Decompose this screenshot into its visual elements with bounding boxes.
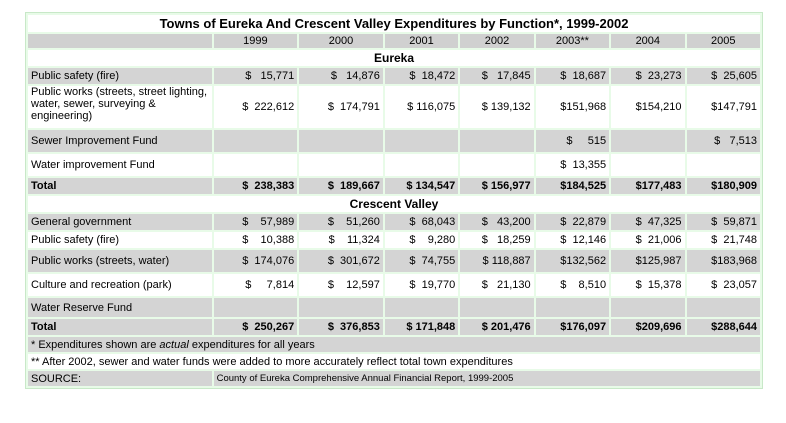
value-cell: $ 47,325	[611, 214, 684, 230]
row-label: General government	[28, 214, 212, 230]
row-label: Sewer Improvement Fund	[28, 130, 212, 152]
value-cell	[687, 298, 760, 317]
value-cell: $ 14,876	[299, 68, 383, 84]
value-cell: $ 15,771	[214, 68, 298, 84]
value-cell: $ 139,132	[460, 86, 533, 128]
total-value-cell: $177,483	[611, 178, 684, 194]
value-cell: $ 10,388	[214, 232, 298, 248]
total-value-cell: $209,696	[611, 319, 684, 335]
value-cell: $ 222,612	[214, 86, 298, 128]
table-row	[28, 298, 760, 317]
value-cell: $ 7,513	[687, 130, 760, 152]
value-cell: $ 12,146	[536, 232, 609, 248]
value-cell: $ 19,770	[385, 274, 458, 296]
value-cell	[299, 130, 383, 152]
total-row	[28, 178, 760, 194]
total-value-cell: $288,644	[687, 319, 760, 335]
value-cell: $ 57,989	[214, 214, 298, 230]
footnote-funds: ** After 2002, sewer and water funds were added to more accurately reflect total town expenditures	[28, 354, 760, 369]
year-header-cell: 2005	[687, 34, 760, 48]
value-cell: $132,562	[536, 250, 609, 272]
value-cell	[611, 154, 684, 176]
row-label: Culture and recreation (park)	[28, 274, 212, 296]
total-value-cell: $ 171,848	[385, 319, 458, 335]
value-cell: $ 68,043	[385, 214, 458, 230]
total-value-cell: $ 189,667	[299, 178, 383, 194]
row-label: Water improvement Fund	[28, 154, 212, 176]
row-label: Public works (streets, street lighting, water, sewer, surveying & engineering)	[28, 86, 212, 128]
total-value-cell: $ 376,853	[299, 319, 383, 335]
table-row	[28, 86, 760, 128]
row-label: Public safety (fire)	[28, 68, 212, 84]
year-header-cell: 2004	[611, 34, 684, 48]
year-header-cell: 2003**	[536, 34, 609, 48]
section-crescent-valley: Crescent Valley	[28, 196, 760, 212]
footnote-actual	[28, 337, 760, 352]
value-cell	[611, 298, 684, 317]
value-cell	[299, 154, 383, 176]
total-value-cell: $184,525	[536, 178, 609, 194]
value-cell	[214, 154, 298, 176]
table-title: Towns of Eureka And Crescent Valley Expenditures by Function*, 1999-2002	[28, 15, 760, 32]
footnote-actual-prefix: * Expenditures shown are	[31, 338, 160, 351]
value-cell	[299, 298, 383, 317]
table-row	[28, 130, 760, 152]
value-cell: $ 74,755	[385, 250, 458, 272]
table-row	[28, 154, 760, 176]
value-cell	[460, 130, 533, 152]
footnote-actual-italic: actual	[159, 338, 189, 351]
row-label: Water Reserve Fund	[28, 298, 212, 317]
value-cell: $ 22,879	[536, 214, 609, 230]
value-cell: $ 11,324	[299, 232, 383, 248]
value-cell	[385, 154, 458, 176]
year-header-cell: 2000	[299, 34, 383, 48]
value-cell: $ 7,814	[214, 274, 298, 296]
table-row	[28, 232, 760, 248]
value-cell: $ 23,273	[611, 68, 684, 84]
value-cell: $ 12,597	[299, 274, 383, 296]
total-value-cell: $ 134,547	[385, 178, 458, 194]
table-body	[28, 15, 760, 386]
year-header-cell: 2001	[385, 34, 458, 48]
value-cell: $ 59,871	[687, 214, 760, 230]
value-cell: $ 43,200	[460, 214, 533, 230]
value-cell	[385, 298, 458, 317]
value-cell: $ 17,845	[460, 68, 533, 84]
value-cell: $ 301,672	[299, 250, 383, 272]
table-row	[28, 68, 760, 84]
value-cell: $ 9,280	[385, 232, 458, 248]
value-cell	[687, 154, 760, 176]
value-cell: $ 15,378	[611, 274, 684, 296]
total-value-cell: $ 238,383	[214, 178, 298, 194]
value-cell: $ 174,791	[299, 86, 383, 128]
total-row	[28, 319, 760, 335]
year-header-cell: 1999	[214, 34, 298, 48]
value-cell: $147,791	[687, 86, 760, 128]
source-text: County of Eureka Comprehensive Annual Financial Report, 1999-2005	[214, 371, 760, 386]
value-cell: $125,987	[611, 250, 684, 272]
year-header-cell: 2002	[460, 34, 533, 48]
value-cell: $ 21,130	[460, 274, 533, 296]
expenditures-table-container	[25, 12, 763, 389]
total-value-cell: $180,909	[687, 178, 760, 194]
value-cell	[214, 298, 298, 317]
total-label: Total	[28, 178, 212, 194]
value-cell: $ 13,355	[536, 154, 609, 176]
year-header-row	[28, 34, 760, 48]
value-cell: $ 18,687	[536, 68, 609, 84]
value-cell: $ 23,057	[687, 274, 760, 296]
total-value-cell: $ 156,977	[460, 178, 533, 194]
value-cell: $151,968	[536, 86, 609, 128]
value-cell	[611, 130, 684, 152]
total-label: Total	[28, 319, 212, 335]
total-value-cell: $ 201,476	[460, 319, 533, 335]
expenditures-table	[26, 13, 762, 388]
value-cell: $ 18,472	[385, 68, 458, 84]
value-cell	[385, 130, 458, 152]
section-eureka: Eureka	[28, 50, 760, 66]
source-label: SOURCE:	[28, 371, 212, 386]
table-row	[28, 274, 760, 296]
value-cell	[536, 298, 609, 317]
value-cell	[214, 130, 298, 152]
header-blank-cell	[28, 34, 212, 48]
value-cell: $ 8,510	[536, 274, 609, 296]
table-row	[28, 250, 760, 272]
value-cell: $ 18,259	[460, 232, 533, 248]
total-value-cell: $ 250,267	[214, 319, 298, 335]
row-label: Public safety (fire)	[28, 232, 212, 248]
value-cell: $ 515	[536, 130, 609, 152]
value-cell: $ 21,006	[611, 232, 684, 248]
row-label: Public works (streets, water)	[28, 250, 212, 272]
value-cell: $ 118,887	[460, 250, 533, 272]
value-cell: $ 21,748	[687, 232, 760, 248]
value-cell: $183,968	[687, 250, 760, 272]
table-row	[28, 214, 760, 230]
value-cell: $ 25,605	[687, 68, 760, 84]
value-cell	[460, 298, 533, 317]
value-cell	[460, 154, 533, 176]
value-cell: $ 116,075	[385, 86, 458, 128]
value-cell: $ 174,076	[214, 250, 298, 272]
value-cell: $ 51,260	[299, 214, 383, 230]
total-value-cell: $176,097	[536, 319, 609, 335]
value-cell: $154,210	[611, 86, 684, 128]
footnote-actual-suffix: expenditures for all years	[188, 338, 315, 351]
